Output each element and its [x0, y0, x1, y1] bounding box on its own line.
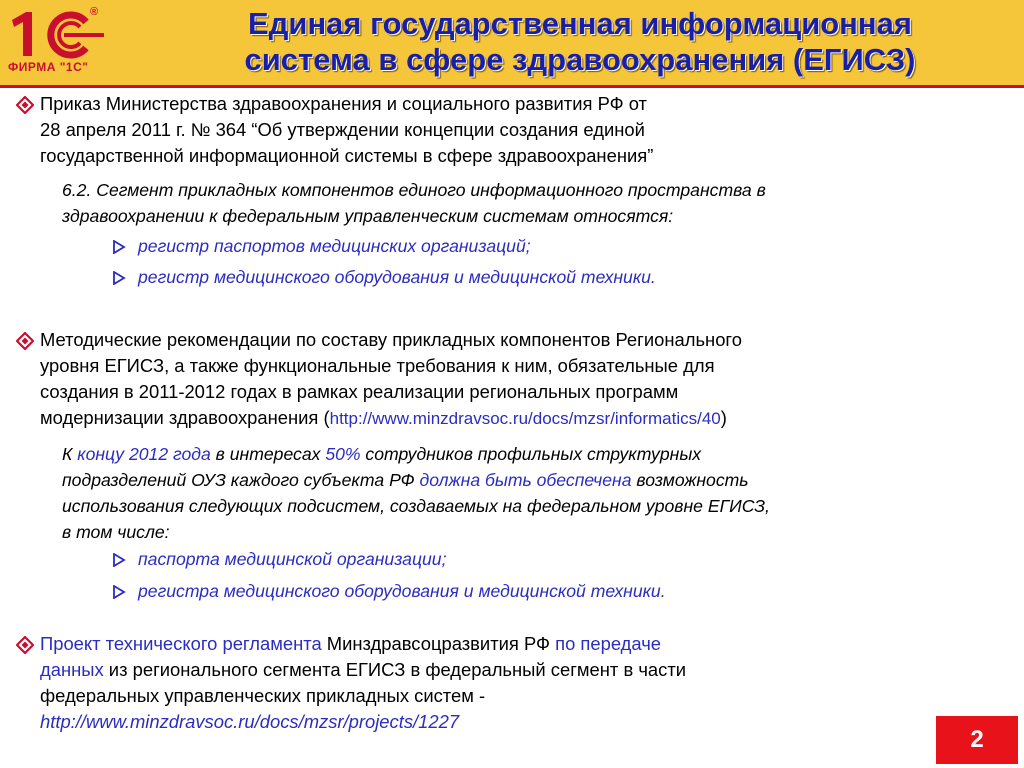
highlight-percent: 50%	[325, 444, 361, 464]
triangle-bullet-icon	[112, 271, 126, 285]
paren-close: )	[720, 407, 727, 428]
section-1-sub-line-2: здравоохранении к федеральным управленческим системам относятся:	[62, 206, 674, 226]
section-2-sub-line-1	[62, 441, 1002, 467]
list-item: регистра медицинского оборудования и медицинской техники.	[138, 581, 666, 601]
registered-mark: ®	[90, 6, 99, 18]
logo-caption: ФИРМА "1С"	[8, 60, 89, 74]
list-item: регистр медицинского оборудования и медицинской техники.	[138, 267, 656, 287]
section-3-line-4	[40, 709, 940, 735]
triangle-bullet-icon	[112, 553, 126, 567]
text-fragment: подразделений ОУЗ каждого субъекта РФ	[62, 470, 420, 490]
triangle-bullet-icon	[112, 585, 126, 599]
section-2-line-1: Методические рекомендации по составу прикладных компонентов Регионального	[40, 329, 742, 350]
section-3-text	[40, 631, 940, 735]
header-divider	[0, 85, 1024, 88]
highlight-data: данных	[40, 659, 104, 680]
highlight-deadline: концу 2012 года	[77, 444, 211, 464]
informatics-link[interactable]: http://www.minzdravsoc.ru/docs/mzsr/informatics/40	[329, 409, 721, 428]
section-3-line-1	[40, 631, 940, 657]
text-fragment: в интересах	[210, 444, 326, 464]
section-2-line-4-text: модернизации здравоохранения	[40, 407, 319, 428]
section-1-line-3: государственной информационной системы в сфере здравоохранения”	[40, 145, 654, 166]
section-3-line-3: федеральных управленческих прикладных систем -	[40, 685, 486, 706]
diamond-bullet-icon	[16, 96, 34, 114]
text-fragment: Минздравсоцразвития РФ	[321, 633, 556, 654]
section-1-subtext	[62, 177, 1002, 229]
diamond-bullet-icon	[16, 332, 34, 350]
section-2-line-4	[40, 405, 940, 432]
highlight-requirement: должна быть обеспечена	[419, 470, 632, 490]
section-2-subtext	[62, 441, 1002, 545]
page-number-badge: 2	[936, 716, 1018, 764]
section-2-text	[40, 327, 940, 432]
logo-1c-icon	[6, 8, 130, 60]
text-fragment: К	[62, 444, 78, 464]
list-item: паспорта медицинской организации;	[138, 549, 447, 569]
regulation-project-link[interactable]: Проект технического регламента	[40, 633, 322, 654]
section-2-line-3: создания в 2011-2012 годах в рамках реализации региональных программ	[40, 381, 679, 402]
text-fragment: из регионального сегмента ЕГИСЗ в федеральный сегмент в части	[103, 659, 687, 680]
title-line-2: система в сфере здравоохранения (ЕГИСЗ)	[244, 42, 916, 77]
section-1-text	[40, 91, 940, 169]
section-1-line-1: Приказ Министерства здравоохранения и социального развития РФ от	[40, 93, 647, 114]
list-item: регистр паспортов медицинских организаций;	[138, 236, 531, 256]
projects-link[interactable]: http://www.minzdravsoc.ru/docs/mzsr/projects/1227	[40, 711, 460, 732]
section-2-sub-line-2	[62, 467, 1002, 493]
section-1-sub-line-1: 6.2. Сегмент прикладных компонентов единого информационного пространства в	[62, 180, 766, 200]
section-3-line-2	[40, 657, 940, 683]
title-line-1: Единая государственная информационная	[248, 6, 912, 41]
text-fragment: сотрудников профильных структурных	[360, 444, 702, 464]
section-2-line-2: уровня ЕГИСЗ, а также функциональные требования к ним, обязательные для	[40, 355, 715, 376]
paren-open: (	[318, 407, 330, 428]
highlight-transfer: по передаче	[555, 633, 662, 654]
page-title	[150, 6, 1010, 78]
text-fragment: возможность	[631, 470, 749, 490]
section-2-sub-line-4: в том числе:	[62, 522, 170, 542]
triangle-bullet-icon	[112, 240, 126, 254]
section-2-sub-line-3: использования следующих подсистем, создаваемых на федеральном уровне ЕГИСЗ,	[62, 496, 770, 516]
diamond-bullet-icon	[16, 636, 34, 654]
section-1-line-2: 28 апреля 2011 г. № 364 “Об утверждении концепции создания единой	[40, 119, 645, 140]
company-logo	[6, 8, 130, 76]
